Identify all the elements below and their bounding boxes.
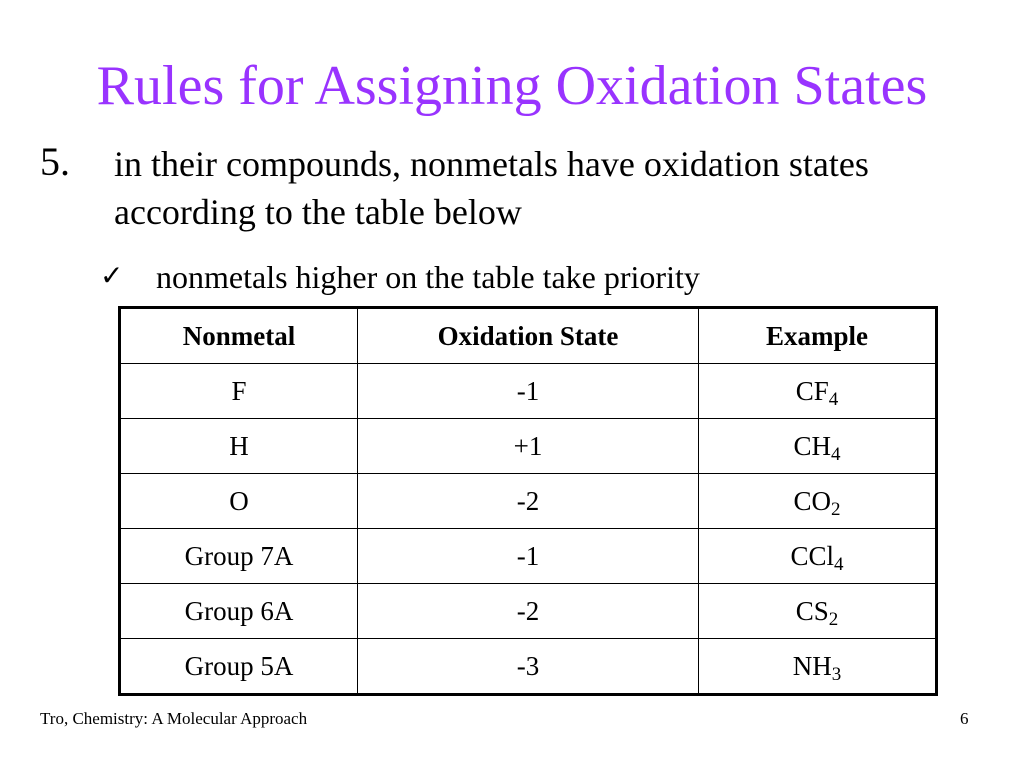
cell-nonmetal: O — [120, 474, 358, 529]
cell-example — [699, 419, 937, 474]
cell-nonmetal: Group 7A — [120, 529, 358, 584]
formula-subscript: 2 — [831, 498, 841, 520]
formula-base: CS — [795, 595, 829, 626]
cell-oxidation-state: -2 — [358, 584, 699, 639]
cell-nonmetal: Group 6A — [120, 584, 358, 639]
header-oxidation-state: Oxidation State — [358, 308, 699, 364]
footer-source: Tro, Chemistry: A Molecular Approach — [40, 709, 308, 728]
cell-oxidation-state: -3 — [358, 639, 699, 695]
formula-subscript: 2 — [828, 608, 839, 630]
formula-base: CH — [793, 430, 831, 461]
subpoint-text: nonmetals higher on the table take priority — [156, 259, 700, 295]
point-text: in their compounds, nonmetals have oxidation states according to the table below — [114, 144, 869, 232]
header-nonmetal: Nonmetal — [120, 308, 358, 364]
oxidation-table-container — [118, 306, 938, 696]
cell-nonmetal: H — [120, 419, 358, 474]
slide-title: Rules for Assigning Oxidation States — [96, 55, 928, 117]
cell-example — [699, 364, 937, 419]
table-row — [120, 529, 937, 584]
table-row — [120, 474, 937, 529]
table-row — [120, 364, 937, 419]
cell-example — [699, 474, 937, 529]
formula-subscript: 4 — [828, 388, 839, 410]
formula-base: CO — [793, 485, 831, 516]
cell-oxidation-state: -1 — [358, 529, 699, 584]
cell-example — [699, 584, 937, 639]
cell-oxidation-state: -1 — [358, 364, 699, 419]
formula-base: NH — [792, 650, 832, 681]
point-number: 5. — [40, 139, 70, 184]
formula-base: CCl — [790, 540, 835, 571]
formula-subscript: 4 — [831, 443, 841, 465]
footer-page-number: 6 — [960, 709, 969, 728]
cell-example — [699, 639, 937, 695]
cell-oxidation-state: +1 — [358, 419, 699, 474]
table-row — [120, 584, 937, 639]
table-row — [120, 639, 937, 695]
formula-subscript: 4 — [834, 553, 844, 575]
table-row — [120, 419, 937, 474]
cell-nonmetal: F — [120, 364, 358, 419]
formula-subscript: 3 — [831, 663, 842, 685]
check-mark-icon: ✓ — [100, 259, 124, 292]
formula-base: CF — [795, 375, 829, 406]
header-example: Example — [699, 308, 937, 364]
cell-oxidation-state: -2 — [358, 474, 699, 529]
cell-example — [699, 529, 937, 584]
oxidation-states-table — [118, 306, 938, 696]
cell-nonmetal: Group 5A — [120, 639, 358, 695]
table-header-row — [120, 308, 937, 364]
